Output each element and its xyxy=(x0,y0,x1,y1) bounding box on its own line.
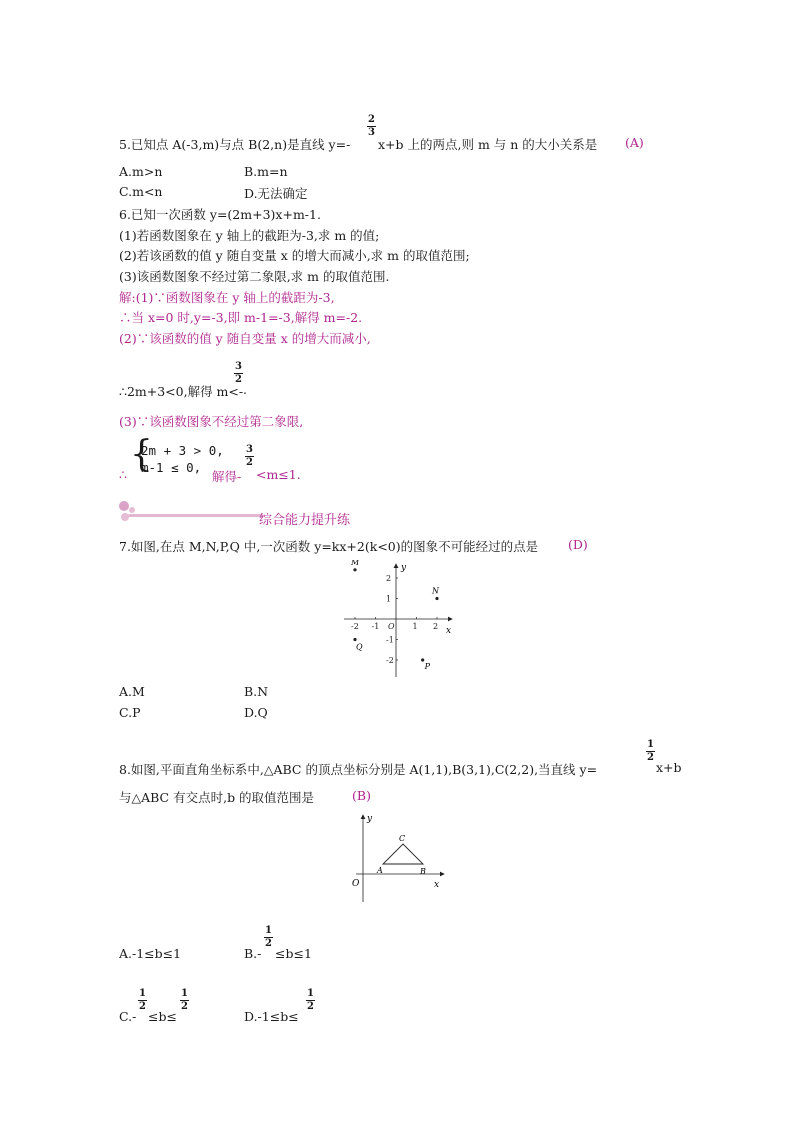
q8-frac-num: 1 xyxy=(647,739,654,750)
q8-origin-label: O xyxy=(352,879,360,889)
q7-y-tick-label: -2 xyxy=(386,656,394,665)
q6-s4-frac-den: 2 xyxy=(235,374,242,385)
q7-y-tick-label: -1 xyxy=(386,635,394,645)
q5-fraction xyxy=(367,115,376,138)
q7-x-tick-label: 1 xyxy=(412,622,418,631)
q8-answer: (B) xyxy=(352,788,371,803)
q7-point-M xyxy=(353,568,356,571)
q8-option-b-fraction xyxy=(264,926,273,949)
q7-option-b: B.N xyxy=(244,684,269,699)
q6-therefore: ∴ xyxy=(119,467,127,482)
q7-x-tick-label: O xyxy=(388,622,395,631)
q6-s6-frac-den: 2 xyxy=(246,457,253,468)
q6-system-line-1: 2m + 3 > 0, xyxy=(141,443,224,458)
q7-ticks xyxy=(351,574,438,665)
q5-stem xyxy=(119,135,350,153)
q6-solution-5: (3)∵该函数图象不经过第二象限, xyxy=(119,414,304,429)
q5-option-a: A.m>n xyxy=(119,164,163,179)
section-decoration xyxy=(116,500,266,526)
q7-point-label-Q: Q xyxy=(356,642,363,652)
q6-solution-2: ∴当 x=0 时,y=-3,即 m-1=-3,解得 m=-2. xyxy=(119,310,363,325)
q6-solution-4: ∴2m+3<0,解得 m<- xyxy=(119,384,244,399)
q6-s4-period: . xyxy=(243,382,247,397)
q8-option-c-fraction-1 xyxy=(138,989,147,1012)
q5-frac-num: 2 xyxy=(368,114,375,125)
q8-stem: 8.如图,平面直角坐标系中,△ABC 的顶点坐标分别是 A(1,1),B(3,1),C(2,2),当直线 y= xyxy=(119,762,598,777)
q7-graph xyxy=(340,560,460,680)
q8-frac-den: 2 xyxy=(647,752,654,763)
q7-y-label: y xyxy=(401,563,407,573)
q6-solution-6-pre: 解得- xyxy=(212,469,242,484)
q5-stem-tail-text: x+b 上的两点,则 m 与 n 的大小关系是 xyxy=(378,137,598,152)
q8-y-label: y xyxy=(367,814,373,824)
q8-opt-c-den2: 2 xyxy=(181,1001,188,1012)
q8-opt-c-den1: 2 xyxy=(139,1001,146,1012)
q7-points xyxy=(350,560,440,671)
q6-solution-1: 解:(1)∵函数图象在 y 轴上的截距为-3, xyxy=(119,290,335,305)
q8-option-c-pre: C.- xyxy=(119,1009,137,1024)
q7-y-tick-label: 1 xyxy=(386,594,392,604)
section-title: 综合能力提升练 xyxy=(259,513,351,528)
q5-option-c: C.m<n xyxy=(119,184,163,199)
q8-option-b-post: ≤b≤1 xyxy=(275,946,312,961)
q7-x-tick-label: -2 xyxy=(351,622,359,631)
q6-stem: 6.已知一次函数 y=(2m+3)x+m-1. xyxy=(119,207,321,222)
q5-option-b: B.m=n xyxy=(244,164,288,179)
q8-vertex-label-B: B xyxy=(420,867,426,876)
q7-x-tick-label: -1 xyxy=(371,622,380,631)
q6-solution-3: (2)∵该函数的值 y 随自变量 x 的增大而减小, xyxy=(119,331,371,346)
q8-triangle-shape xyxy=(383,844,423,864)
q5-option-d: D.无法确定 xyxy=(244,186,308,201)
q8-opt-d-den: 2 xyxy=(307,1001,314,1012)
q8-option-b-pre: B.- xyxy=(244,946,262,961)
q8-fraction xyxy=(646,740,655,763)
q8-stem-tail: x+b xyxy=(656,760,682,775)
q7-point-label-N: N xyxy=(432,586,439,596)
q6-s4-fraction xyxy=(234,362,243,385)
q6-solution-6-post: <m≤1. xyxy=(256,467,301,482)
q6-part-1: (1)若函数图象在 y 轴上的截距为-3,求 m 的值; xyxy=(119,228,380,243)
q7-answer: (D) xyxy=(568,537,588,552)
q7-stem: 7.如图,在点 M,N,P,Q 中,一次函数 y=kx+2(k<0)的图象不可能经过的点是 xyxy=(119,539,539,554)
q6-s4-frac-num: 3 xyxy=(235,361,242,372)
q8-option-c-mid: ≤b≤ xyxy=(148,1009,177,1024)
q6-part-2: (2)若该函数的值 y 随自变量 x 的增大而减小,求 m 的取值范围; xyxy=(119,248,470,263)
q6-brace: { xyxy=(130,434,153,475)
q7-x-label: x xyxy=(446,626,452,636)
q6-s6-frac-num: 3 xyxy=(246,444,253,455)
q8-opt-c-num1: 1 xyxy=(139,988,146,999)
q8-option-d-fraction xyxy=(306,989,315,1012)
q5-answer: (A) xyxy=(625,135,644,150)
q8-option-d-pre: D.-1≤b≤ xyxy=(244,1009,299,1024)
q8-option-a: A.-1≤b≤1 xyxy=(119,946,182,961)
q8-opt-d-num: 1 xyxy=(307,988,314,999)
q8-opt-c-num2: 1 xyxy=(181,988,188,999)
q5-stem-tail xyxy=(378,135,597,153)
q7-option-d: D.Q xyxy=(244,705,268,720)
q6-system-line-2: m-1 ≤ 0, xyxy=(141,460,202,475)
q8-vertex-label-A: A xyxy=(377,866,383,875)
q8-option-c-fraction-2 xyxy=(180,989,189,1012)
q6-s6-fraction xyxy=(245,445,254,468)
q8-x-label: x xyxy=(434,880,440,890)
q7-point-label-P: P xyxy=(424,662,431,671)
q8-opt-b-num: 1 xyxy=(265,925,272,936)
q8-opt-b-den: 2 xyxy=(265,938,272,949)
q8-stem-2: 与△ABC 有交点时,b 的取值范围是 xyxy=(119,790,315,805)
q5-frac-den: 3 xyxy=(368,127,375,138)
q7-y-tick-label: 2 xyxy=(386,574,392,583)
q7-x-tick-label: 2 xyxy=(433,622,439,631)
q6-part-3: (3)该函数图象不经过第二象限,求 m 的取值范围. xyxy=(119,269,390,284)
q7-point-N xyxy=(435,597,438,600)
q7-option-a: A.M xyxy=(119,684,145,699)
q7-point-label-M: M xyxy=(351,560,360,567)
q7-point-Q xyxy=(353,638,356,641)
q5-stem-text: 5.已知点 A(-3,m)与点 B(2,n)是直线 y=- xyxy=(119,137,351,152)
q8-vertex-label-C: C xyxy=(399,834,406,843)
q7-option-c: C.P xyxy=(119,705,141,720)
q8-triangle xyxy=(376,834,426,876)
q8-graph xyxy=(348,812,448,907)
